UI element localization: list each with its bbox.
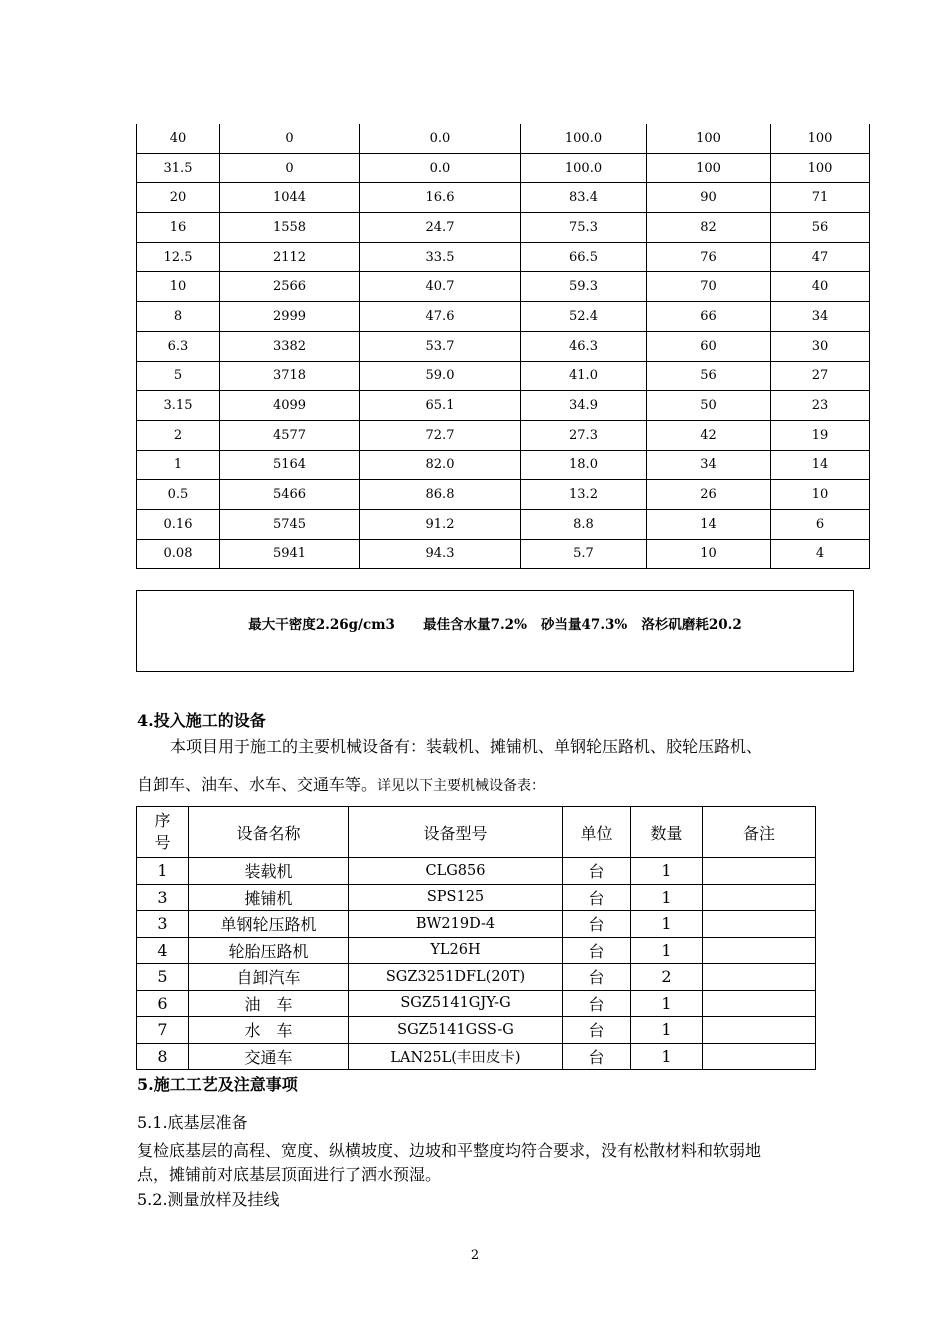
equipment-cell-name: 摊铺机 xyxy=(189,884,349,911)
sieve-cell: 72.7 xyxy=(360,420,521,450)
sieve-cell: 5 xyxy=(137,361,220,391)
sieve-cell: 94.3 xyxy=(360,539,521,569)
sieve-cell: 12.5 xyxy=(137,242,220,272)
equipment-cell-name: 交通车 xyxy=(189,1043,349,1070)
sieve-cell: 86.8 xyxy=(360,480,521,510)
sieve-cell: 13.2 xyxy=(521,480,647,510)
equipment-cell-model: SGZ3251DFL(20T) xyxy=(349,964,563,991)
sieve-cell: 0 xyxy=(220,153,360,183)
equipment-cell-model: BW219D-4 xyxy=(349,911,563,938)
optimum-moisture: 最佳含水量7.2% xyxy=(423,617,527,633)
equipment-cell-seq: 1 xyxy=(137,858,189,885)
sieve-cell: 66.5 xyxy=(521,242,647,272)
equipment-cell-unit: 台 xyxy=(563,1043,631,1070)
sieve-row xyxy=(137,302,870,332)
sieve-row xyxy=(137,391,870,421)
sieve-row xyxy=(137,213,870,243)
sieve-cell: 91.2 xyxy=(360,509,521,539)
sieve-cell: 20 xyxy=(137,183,220,213)
sieve-row xyxy=(137,153,870,183)
sieve-cell: 90 xyxy=(647,183,771,213)
sieve-cell: 100 xyxy=(647,153,771,183)
sieve-cell: 5.7 xyxy=(521,539,647,569)
equipment-cell-name: 油 车 xyxy=(189,990,349,1017)
sieve-row xyxy=(137,539,870,569)
sieve-cell: 50 xyxy=(647,391,771,421)
equipment-row xyxy=(137,1043,816,1070)
sieve-cell: 0 xyxy=(220,124,360,153)
equipment-cell-model: SPS125 xyxy=(349,884,563,911)
sieve-cell: 56 xyxy=(771,213,870,243)
sieve-cell: 27.3 xyxy=(521,420,647,450)
equipment-cell-unit: 台 xyxy=(563,990,631,1017)
sieve-cell: 3718 xyxy=(220,361,360,391)
sieve-cell: 10 xyxy=(647,539,771,569)
page-number: 2 xyxy=(470,1248,480,1263)
sieve-row xyxy=(137,509,870,539)
sieve-cell: 34 xyxy=(771,302,870,332)
sieve-cell: 59.0 xyxy=(360,361,521,391)
header-model: 设备型号 xyxy=(349,807,563,858)
sieve-cell: 19 xyxy=(771,420,870,450)
sieve-cell: 47 xyxy=(771,242,870,272)
sieve-cell: 0.16 xyxy=(137,509,220,539)
sieve-cell: 34 xyxy=(647,450,771,480)
sieve-row xyxy=(137,242,870,272)
equipment-cell-seq: 3 xyxy=(137,884,189,911)
sieve-row xyxy=(137,272,870,302)
sieve-cell: 41.0 xyxy=(521,361,647,391)
equipment-cell-qty: 1 xyxy=(631,858,703,885)
equipment-row xyxy=(137,937,816,964)
sieve-cell: 2999 xyxy=(220,302,360,332)
sieve-cell: 53.7 xyxy=(360,331,521,361)
sieve-cell: 4577 xyxy=(220,420,360,450)
equipment-cell-model: SGZ5141GSS-G xyxy=(349,1017,563,1044)
sieve-cell: 26 xyxy=(647,480,771,510)
sieve-cell: 65.1 xyxy=(360,391,521,421)
sieve-cell: 0.0 xyxy=(360,124,521,153)
equipment-row xyxy=(137,1017,816,1044)
material-properties-box xyxy=(136,590,854,672)
section4-paragraph-line1: 本项目用于施工的主要机械设备有：装载机、摊铺机、单钢轮压路机、胶轮压路机、 xyxy=(170,737,763,756)
sieve-cell: 5164 xyxy=(220,450,360,480)
material-properties-line xyxy=(137,613,853,633)
equipment-cell-seq: 3 xyxy=(137,911,189,938)
sieve-row xyxy=(137,450,870,480)
equipment-row xyxy=(137,911,816,938)
header-name: 设备名称 xyxy=(189,807,349,858)
sieve-cell: 2 xyxy=(137,420,220,450)
sieve-cell: 24.7 xyxy=(360,213,521,243)
sieve-cell: 1 xyxy=(137,450,220,480)
sieve-cell: 47.6 xyxy=(360,302,521,332)
sieve-cell: 23 xyxy=(771,391,870,421)
equipment-row xyxy=(137,858,816,885)
equipment-cell-remark xyxy=(703,990,816,1017)
equipment-cell-name: 单钢轮压路机 xyxy=(189,911,349,938)
sieve-cell: 70 xyxy=(647,272,771,302)
sieve-cell: 71 xyxy=(771,183,870,213)
equipment-cell-seq: 6 xyxy=(137,990,189,1017)
equipment-cell-name: 自卸汽车 xyxy=(189,964,349,991)
equipment-table xyxy=(136,806,816,1070)
sieve-cell: 59.3 xyxy=(521,272,647,302)
equipment-cell-qty: 1 xyxy=(631,937,703,964)
sieve-cell: 100.0 xyxy=(521,124,647,153)
sieve-cell: 3382 xyxy=(220,331,360,361)
equipment-cell-qty: 1 xyxy=(631,990,703,1017)
sieve-cell: 4 xyxy=(771,539,870,569)
sieve-cell: 40.7 xyxy=(360,272,521,302)
section5-1-text-line2: 点，摊铺前对底基层顶面进行了洒水预湿。 xyxy=(137,1165,442,1184)
sieve-cell: 8 xyxy=(137,302,220,332)
section5-1-text-line1: 复检底基层的高程、宽度、纵横坡度、边坡和平整度均符合要求，没有松散材料和软弱地 xyxy=(137,1141,762,1160)
sieve-cell: 5941 xyxy=(220,539,360,569)
equipment-row xyxy=(137,990,816,1017)
equipment-cell-unit: 台 xyxy=(563,858,631,885)
equipment-cell-model: LAN25L(丰田皮卡) xyxy=(349,1043,563,1070)
sieve-row xyxy=(137,480,870,510)
equipment-cell-remark xyxy=(703,911,816,938)
header-unit: 单位 xyxy=(563,807,631,858)
sieve-cell: 46.3 xyxy=(521,331,647,361)
sand-equivalent: 砂当量47.3% xyxy=(541,617,628,633)
sieve-cell: 3.15 xyxy=(137,391,220,421)
max-dry-density: 最大干密度2.26g/cm3 xyxy=(248,617,395,633)
sieve-cell: 16 xyxy=(137,213,220,243)
sieve-cell: 8.8 xyxy=(521,509,647,539)
sieve-cell: 10 xyxy=(137,272,220,302)
sieve-cell: 100 xyxy=(771,124,870,153)
la-abrasion: 洛杉矶磨耗20.2 xyxy=(641,617,742,633)
sieve-cell: 34.9 xyxy=(521,391,647,421)
section4-paragraph-main: 自卸车、油车、水车、交通车等。 xyxy=(137,775,378,794)
equipment-cell-seq: 4 xyxy=(137,937,189,964)
equipment-cell-qty: 2 xyxy=(631,964,703,991)
equipment-cell-seq: 8 xyxy=(137,1043,189,1070)
equipment-cell-unit: 台 xyxy=(563,1017,631,1044)
equipment-cell-unit: 台 xyxy=(563,964,631,991)
equipment-cell-model: YL26H xyxy=(349,937,563,964)
sieve-cell: 76 xyxy=(647,242,771,272)
sieve-cell: 0.08 xyxy=(137,539,220,569)
sieve-row xyxy=(137,361,870,391)
equipment-cell-qty: 1 xyxy=(631,1017,703,1044)
equipment-row xyxy=(137,964,816,991)
sieve-cell: 10 xyxy=(771,480,870,510)
equipment-cell-seq: 7 xyxy=(137,1017,189,1044)
sieve-cell: 82.0 xyxy=(360,450,521,480)
equipment-cell-name: 轮胎压路机 xyxy=(189,937,349,964)
sieve-cell: 42 xyxy=(647,420,771,450)
sieve-cell: 6 xyxy=(771,509,870,539)
equipment-cell-remark xyxy=(703,1043,816,1070)
section5-2-title: 5.2.测量放样及挂线 xyxy=(137,1190,280,1209)
sieve-cell: 82 xyxy=(647,213,771,243)
section4-heading: 4.投入施工的设备 xyxy=(137,711,266,730)
sieve-cell: 27 xyxy=(771,361,870,391)
sieve-cell: 83.4 xyxy=(521,183,647,213)
sieve-cell: 0.0 xyxy=(360,153,521,183)
sieve-cell: 66 xyxy=(647,302,771,332)
sieve-cell: 100 xyxy=(647,124,771,153)
sieve-analysis-table xyxy=(136,124,870,569)
equipment-cell-remark xyxy=(703,964,816,991)
section5-1-title: 5.1.底基层准备 xyxy=(137,1113,248,1132)
equipment-cell-remark xyxy=(703,937,816,964)
sieve-cell: 0.5 xyxy=(137,480,220,510)
equipment-cell-remark xyxy=(703,884,816,911)
sieve-cell: 5466 xyxy=(220,480,360,510)
sieve-cell: 56 xyxy=(647,361,771,391)
equipment-header-row xyxy=(137,807,816,858)
sieve-cell: 30 xyxy=(771,331,870,361)
sieve-row xyxy=(137,183,870,213)
equipment-cell-model: SGZ5141GJY-G xyxy=(349,990,563,1017)
sieve-cell: 2566 xyxy=(220,272,360,302)
section4-paragraph-note: 详见以下主要机械设备表： xyxy=(377,778,546,794)
sieve-row xyxy=(137,420,870,450)
sieve-cell: 1044 xyxy=(220,183,360,213)
sieve-cell: 60 xyxy=(647,331,771,361)
sieve-cell: 100.0 xyxy=(521,153,647,183)
sieve-cell: 40 xyxy=(137,124,220,153)
equipment-cell-qty: 1 xyxy=(631,884,703,911)
sieve-cell: 4099 xyxy=(220,391,360,421)
sieve-row xyxy=(137,124,870,153)
section4-paragraph-line2 xyxy=(137,770,545,801)
header-remark: 备注 xyxy=(703,807,816,858)
sieve-cell: 75.3 xyxy=(521,213,647,243)
sieve-cell: 52.4 xyxy=(521,302,647,332)
sieve-cell: 33.5 xyxy=(360,242,521,272)
header-qty: 数量 xyxy=(631,807,703,858)
sieve-cell: 16.6 xyxy=(360,183,521,213)
equipment-cell-remark xyxy=(703,1017,816,1044)
section5-heading: 5.施工工艺及注意事项 xyxy=(137,1075,298,1094)
sieve-cell: 31.5 xyxy=(137,153,220,183)
equipment-cell-name: 水 车 xyxy=(189,1017,349,1044)
equipment-cell-remark xyxy=(703,858,816,885)
equipment-cell-name: 装载机 xyxy=(189,858,349,885)
header-seq: 序号 xyxy=(137,807,189,858)
equipment-cell-unit: 台 xyxy=(563,937,631,964)
equipment-cell-unit: 台 xyxy=(563,911,631,938)
sieve-cell: 14 xyxy=(647,509,771,539)
equipment-cell-model: CLG856 xyxy=(349,858,563,885)
equipment-cell-qty: 1 xyxy=(631,1043,703,1070)
sieve-cell: 18.0 xyxy=(521,450,647,480)
equipment-cell-unit: 台 xyxy=(563,884,631,911)
sieve-cell: 40 xyxy=(771,272,870,302)
sieve-cell: 1558 xyxy=(220,213,360,243)
sieve-cell: 5745 xyxy=(220,509,360,539)
sieve-row xyxy=(137,331,870,361)
equipment-cell-seq: 5 xyxy=(137,964,189,991)
sieve-cell: 14 xyxy=(771,450,870,480)
sieve-cell: 100 xyxy=(771,153,870,183)
equipment-row xyxy=(137,884,816,911)
sieve-cell: 6.3 xyxy=(137,331,220,361)
sieve-cell: 2112 xyxy=(220,242,360,272)
equipment-cell-qty: 1 xyxy=(631,911,703,938)
